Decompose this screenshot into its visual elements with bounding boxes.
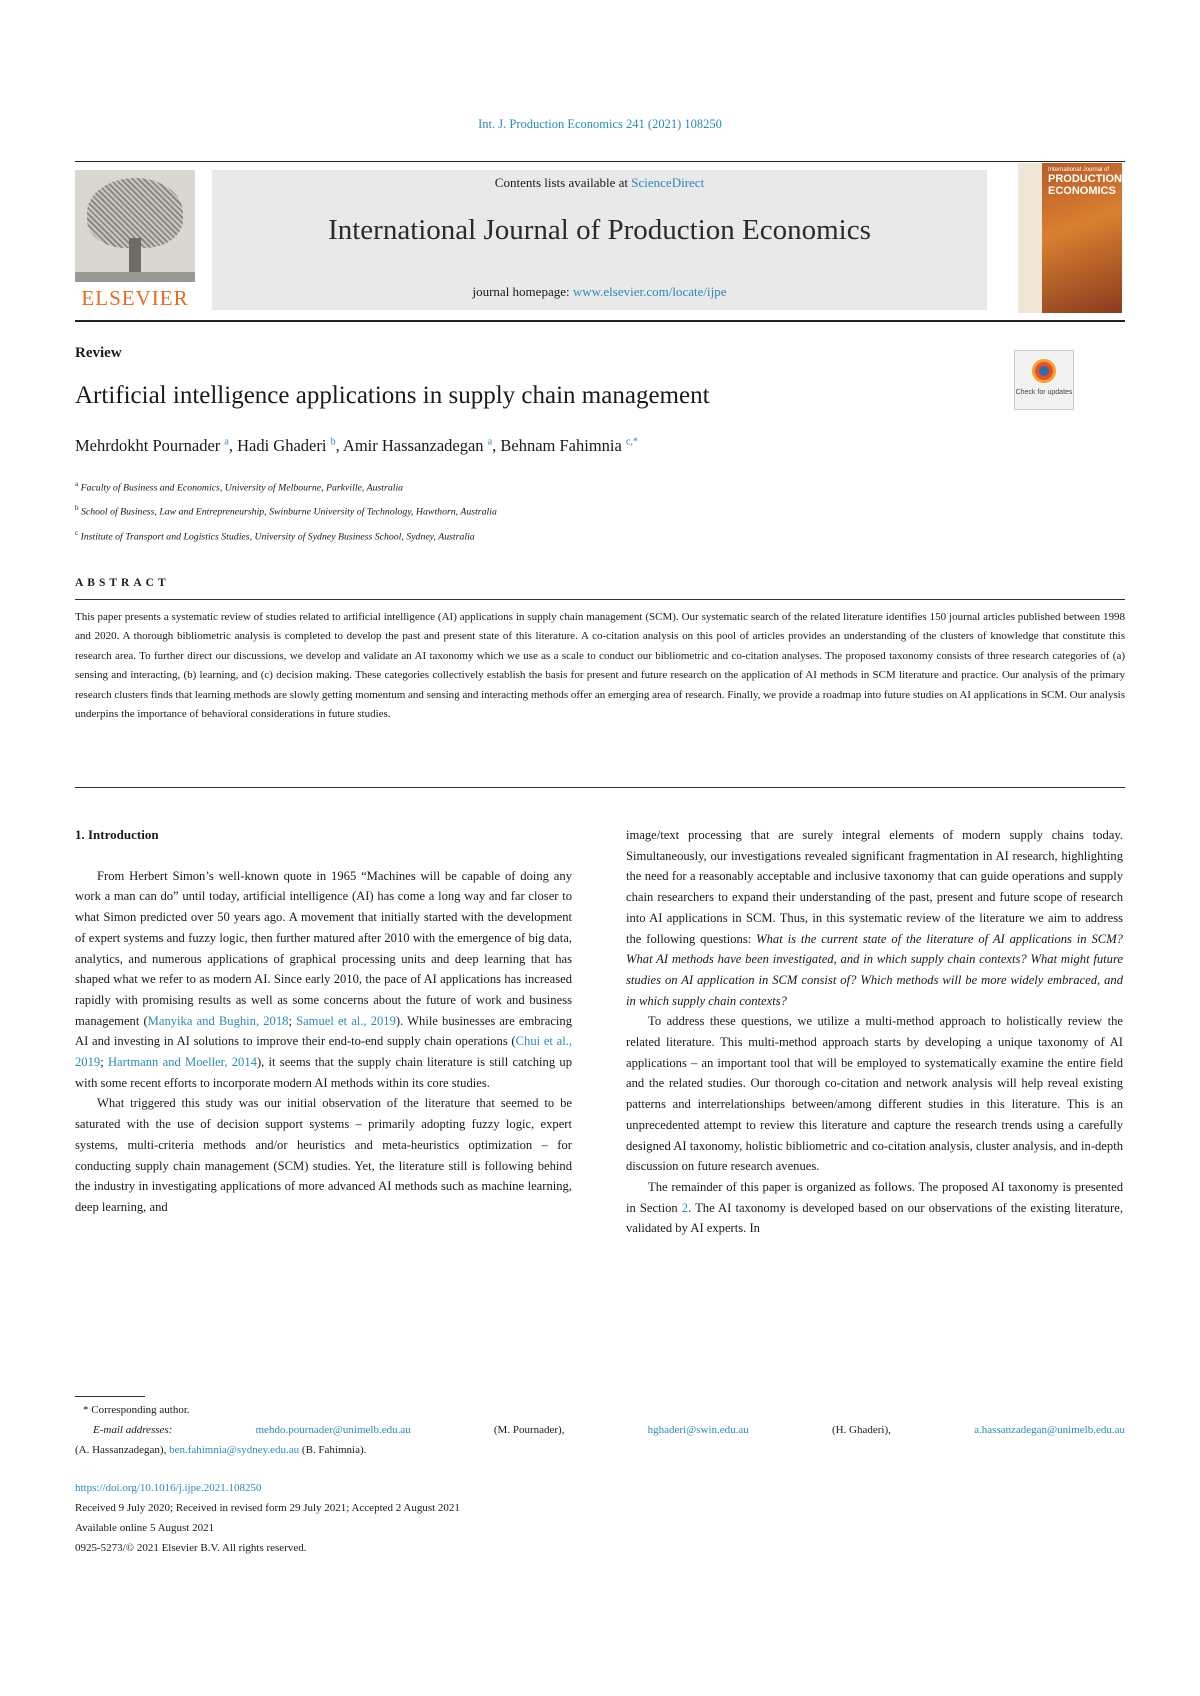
separator: ; bbox=[100, 1055, 108, 1070]
author-name[interactable]: Mehrdokht Pournader bbox=[75, 436, 221, 455]
article-title: Artificial intelligence applications in supply chain management bbox=[75, 382, 710, 409]
abstract-heading: ABSTRACT bbox=[75, 577, 170, 589]
intro-paragraph-2: What triggered this study was our initial observation of the literature that seemed to be saturated with the use of decision support systems – primarily adopting fuzzy logic, expert systems, multi-criteria methods and/or heuristics and meta-heuristics optimization – for conducting supply chain management (SCM) studies. Yet, the literature still is following behind the industry in investigating applications of more advanced AI methods such as machine learning, deep learning, and bbox=[75, 1096, 572, 1214]
affil-text: Faculty of Business and Economics, University of Melbourne, Parkville, Australia bbox=[80, 482, 404, 494]
affil-sup: b bbox=[75, 504, 79, 513]
abstract-rule-bottom bbox=[75, 787, 1125, 788]
footnotes bbox=[75, 1400, 1125, 1460]
section-link[interactable]: 2 bbox=[681, 1200, 689, 1215]
email-link[interactable]: a.hassanzadegan@unimelb.edu.au bbox=[974, 1424, 1125, 1436]
email-line bbox=[75, 1420, 1125, 1440]
affiliations bbox=[75, 474, 497, 547]
article-type: Review bbox=[75, 345, 122, 361]
body-column-right bbox=[626, 825, 1123, 1239]
contents-line bbox=[212, 175, 987, 191]
email-link[interactable]: hghaderi@swin.edu.au bbox=[647, 1424, 749, 1436]
copyright: 0925-5273/© 2021 Elsevier B.V. All rights reserved. bbox=[75, 1542, 307, 1554]
reference-link[interactable]: Manyika and Bughin, 2018 bbox=[147, 1013, 289, 1028]
homepage-link[interactable]: www.elsevier.com/locate/ijpe bbox=[572, 284, 727, 299]
para-text: ). While businesses are embracing AI and investing in AI solutions to improve their end-to-end supply chain operations ( bbox=[75, 1013, 572, 1049]
reference-link[interactable]: Chui et al., 2019 bbox=[75, 1034, 573, 1070]
para-text: The remainder of this paper is organized as follows. The proposed AI taxonomy is presented in Section bbox=[626, 1179, 1123, 1215]
intro-paragraph-2-cont bbox=[626, 825, 1123, 1011]
article-metadata bbox=[75, 1478, 460, 1558]
author-affil-sup[interactable]: a bbox=[487, 436, 493, 448]
elsevier-logo[interactable] bbox=[75, 170, 195, 308]
check-updates-icon bbox=[1032, 359, 1056, 383]
received-dates: Received 9 July 2020; Received in revised form 29 July 2021; Accepted 2 August 2021 bbox=[75, 1502, 460, 1514]
publisher-wordmark: ELSEVIER bbox=[81, 286, 189, 310]
email-owner: (M. Pournader), bbox=[493, 1424, 565, 1436]
reference-link[interactable]: Samuel et al., 2019 bbox=[296, 1013, 396, 1028]
affil-text: Institute of Transport and Logistics Studies, University of Sydney Business School, Sydney, Australia bbox=[80, 530, 475, 542]
footnote-rule bbox=[75, 1396, 145, 1397]
author-affil-sup[interactable]: b bbox=[330, 436, 336, 448]
check-for-updates-button[interactable] bbox=[1014, 350, 1074, 410]
section-heading: 1. Introduction bbox=[75, 827, 159, 842]
journal-title: International Journal of Production Economics bbox=[328, 214, 871, 246]
author-name[interactable]: Behnam Fahimnia bbox=[500, 436, 622, 455]
journal-masthead bbox=[212, 170, 987, 310]
email-owner: (A. Hassanzadegan), bbox=[75, 1444, 167, 1456]
intro-paragraph-4 bbox=[626, 1177, 1123, 1239]
intro-paragraph-1 bbox=[75, 866, 572, 1094]
author-name[interactable]: Amir Hassanzadegan bbox=[342, 436, 484, 455]
email-label: E-mail addresses: bbox=[93, 1424, 173, 1436]
para-text: image/text processing that are surely integral elements of modern supply chains today. Simultaneously, our investigations revealed significant fragmentation in AI research, highlighting the need for a reasonably acceptable and inclusive taxonomy that can guide operations and supply chain researchers to expand their understanding of the past, present and future scope of research into AI applications in SCM. Thus, in this systematic review of the literature we aim to address the following questions: bbox=[626, 828, 1123, 946]
sciencedirect-link[interactable]: ScienceDirect bbox=[631, 175, 705, 190]
contents-prefix: Contents lists available at bbox=[494, 175, 632, 190]
author-list: Mehrdokht Pournader $^a$, Hadi Ghaderi $^b$, Amir Hassanzadegan $^a$, Behnam Fahimnia $^{c,*}$ bbox=[75, 436, 638, 455]
tree-logo-icon bbox=[75, 170, 195, 282]
para-text: From Herbert Simon’s well-known quote in 1965 “Machines will be capable of doing any work a man can do” until today, artificial intelligence (AI) has come a long way and far closer to what Simon predicted over 50 years ago. A movement that initially started with the development of expert systems and fuzzy logic, then further matured after 2010 with the emergence of big data, analytics, and numerous applications of graphical processing units and deep learning that has shaped what we refer to as modern AI. Since early 2010, the pace of AI applications has increased rapidly with promising results as well as some concerns about the future of work and business management ( bbox=[75, 868, 572, 1028]
header-rule-top bbox=[75, 161, 1125, 162]
intro-paragraph-3: To address these questions, we utilize a multi-method approach to holistically review the related literature. This multi-method approach starts by developing a unique taxonomy of AI applications – an important tool that will be employed to systematically examine the entire field and the related studies. Our thorough co-citation and network analysis will help reveal existing patterns and interrelationships between/among different studies in this literature. This is an unprecedented attempt to review this literature and capture the research trends using a carefully designed AI taxonomy, holistic bibliometric and co-citation analysis, cluster analysis, and in-depth discussion on future research avenues. bbox=[626, 1014, 1123, 1174]
email-link[interactable]: mehdo.pournader@unimelb.edu.au bbox=[255, 1424, 411, 1436]
email-owner: (H. Ghaderi), bbox=[831, 1424, 891, 1436]
affiliation-item bbox=[75, 498, 497, 522]
author-name[interactable]: Hadi Ghaderi bbox=[237, 436, 327, 455]
doi-link[interactable]: https://doi.org/10.1016/j.ijpe.2021.108250 bbox=[75, 1482, 262, 1494]
affiliation-item bbox=[75, 474, 497, 498]
abstract-text: This paper presents a systematic review of studies related to artificial intelligence (AI) applications in supply chain management (SCM). Our systematic search of the related literature identifies 150 journal articles published between 1998 and 2020. A thorough bibliometric analysis is completed to develop the past and present state of this literature. A co-citation analysis on this pool of articles provides an understanding of the clusters of knowledge that constitute this research area. To further direct our discussions, we develop and validate an AI taxonomy which we use as a scale to conduct our bibliometric and co-citation analyses. The proposed taxonomy consists of three research categories of (a) sensing and interacting, (b) learning, and (c) decision making. These categories collectively establish the basis for present and future research on the application of AI methods in SCM literature and practice. Our analysis of the primary research clusters finds that learning methods are slowly getting momentum and sensing and interacting methods offer an emerging area of research. Finally, we provide a roadmap into future studies on AI applications in SCM. Our analysis underpins the importance of behavioral considerations in future studies. bbox=[75, 611, 1125, 721]
research-questions: What is the current state of the literature of AI applications in SCM? What AI methods have been investigated, and in which supply chain contexts? What might future studies on AI application in SCM consist of? Which methods will be more widely embraced, and in which supply chain contexts? bbox=[626, 931, 1123, 1008]
author-affil-sup[interactable]: c,* bbox=[625, 436, 638, 448]
separator: ; bbox=[288, 1013, 297, 1028]
cover-subtitle: International Journal of bbox=[1048, 167, 1110, 173]
cover-stripe bbox=[1018, 163, 1042, 313]
affil-sup: a bbox=[75, 480, 79, 488]
corresponding-author: * Corresponding author. bbox=[83, 1404, 190, 1416]
abstract-rule-top bbox=[75, 599, 1125, 600]
email-owner: (B. Fahimnia). bbox=[301, 1444, 367, 1456]
homepage-line bbox=[212, 284, 987, 300]
email-link[interactable]: ben.fahimnia@sydney.edu.au bbox=[169, 1444, 300, 1456]
affil-sup: c bbox=[75, 528, 79, 537]
check-updates-label: Check for updates bbox=[1015, 389, 1073, 396]
para-text: ), it seems that the supply chain literature is still catching up with some recent efforts to incorporate modern AI methods within its core studies. bbox=[75, 1055, 572, 1090]
journal-citation[interactable]: Int. J. Production Economics 241 (2021) 108250 bbox=[478, 117, 722, 131]
homepage-prefix: journal homepage: bbox=[472, 284, 573, 299]
affiliation-item bbox=[75, 523, 497, 547]
body-column-left bbox=[75, 825, 572, 1218]
available-online: Available online 5 August 2021 bbox=[75, 1522, 215, 1534]
header-rule-bottom bbox=[75, 320, 1125, 322]
author-affil-sup[interactable]: a bbox=[224, 436, 229, 448]
email-line-2 bbox=[75, 1440, 1125, 1460]
reference-link[interactable]: Hartmann and Moeller, 2014 bbox=[107, 1055, 257, 1070]
para-text: . The AI taxonomy is developed based on our observations of the existing literature, validated by AI experts. In bbox=[626, 1200, 1123, 1236]
journal-cover-thumbnail[interactable] bbox=[1018, 163, 1122, 313]
cover-title: PRODUCTION ECONOMICS bbox=[1048, 173, 1122, 197]
affil-text: School of Business, Law and Entrepreneurship, Swinburne University of Technology, Hawthorn, Australia bbox=[80, 506, 497, 518]
